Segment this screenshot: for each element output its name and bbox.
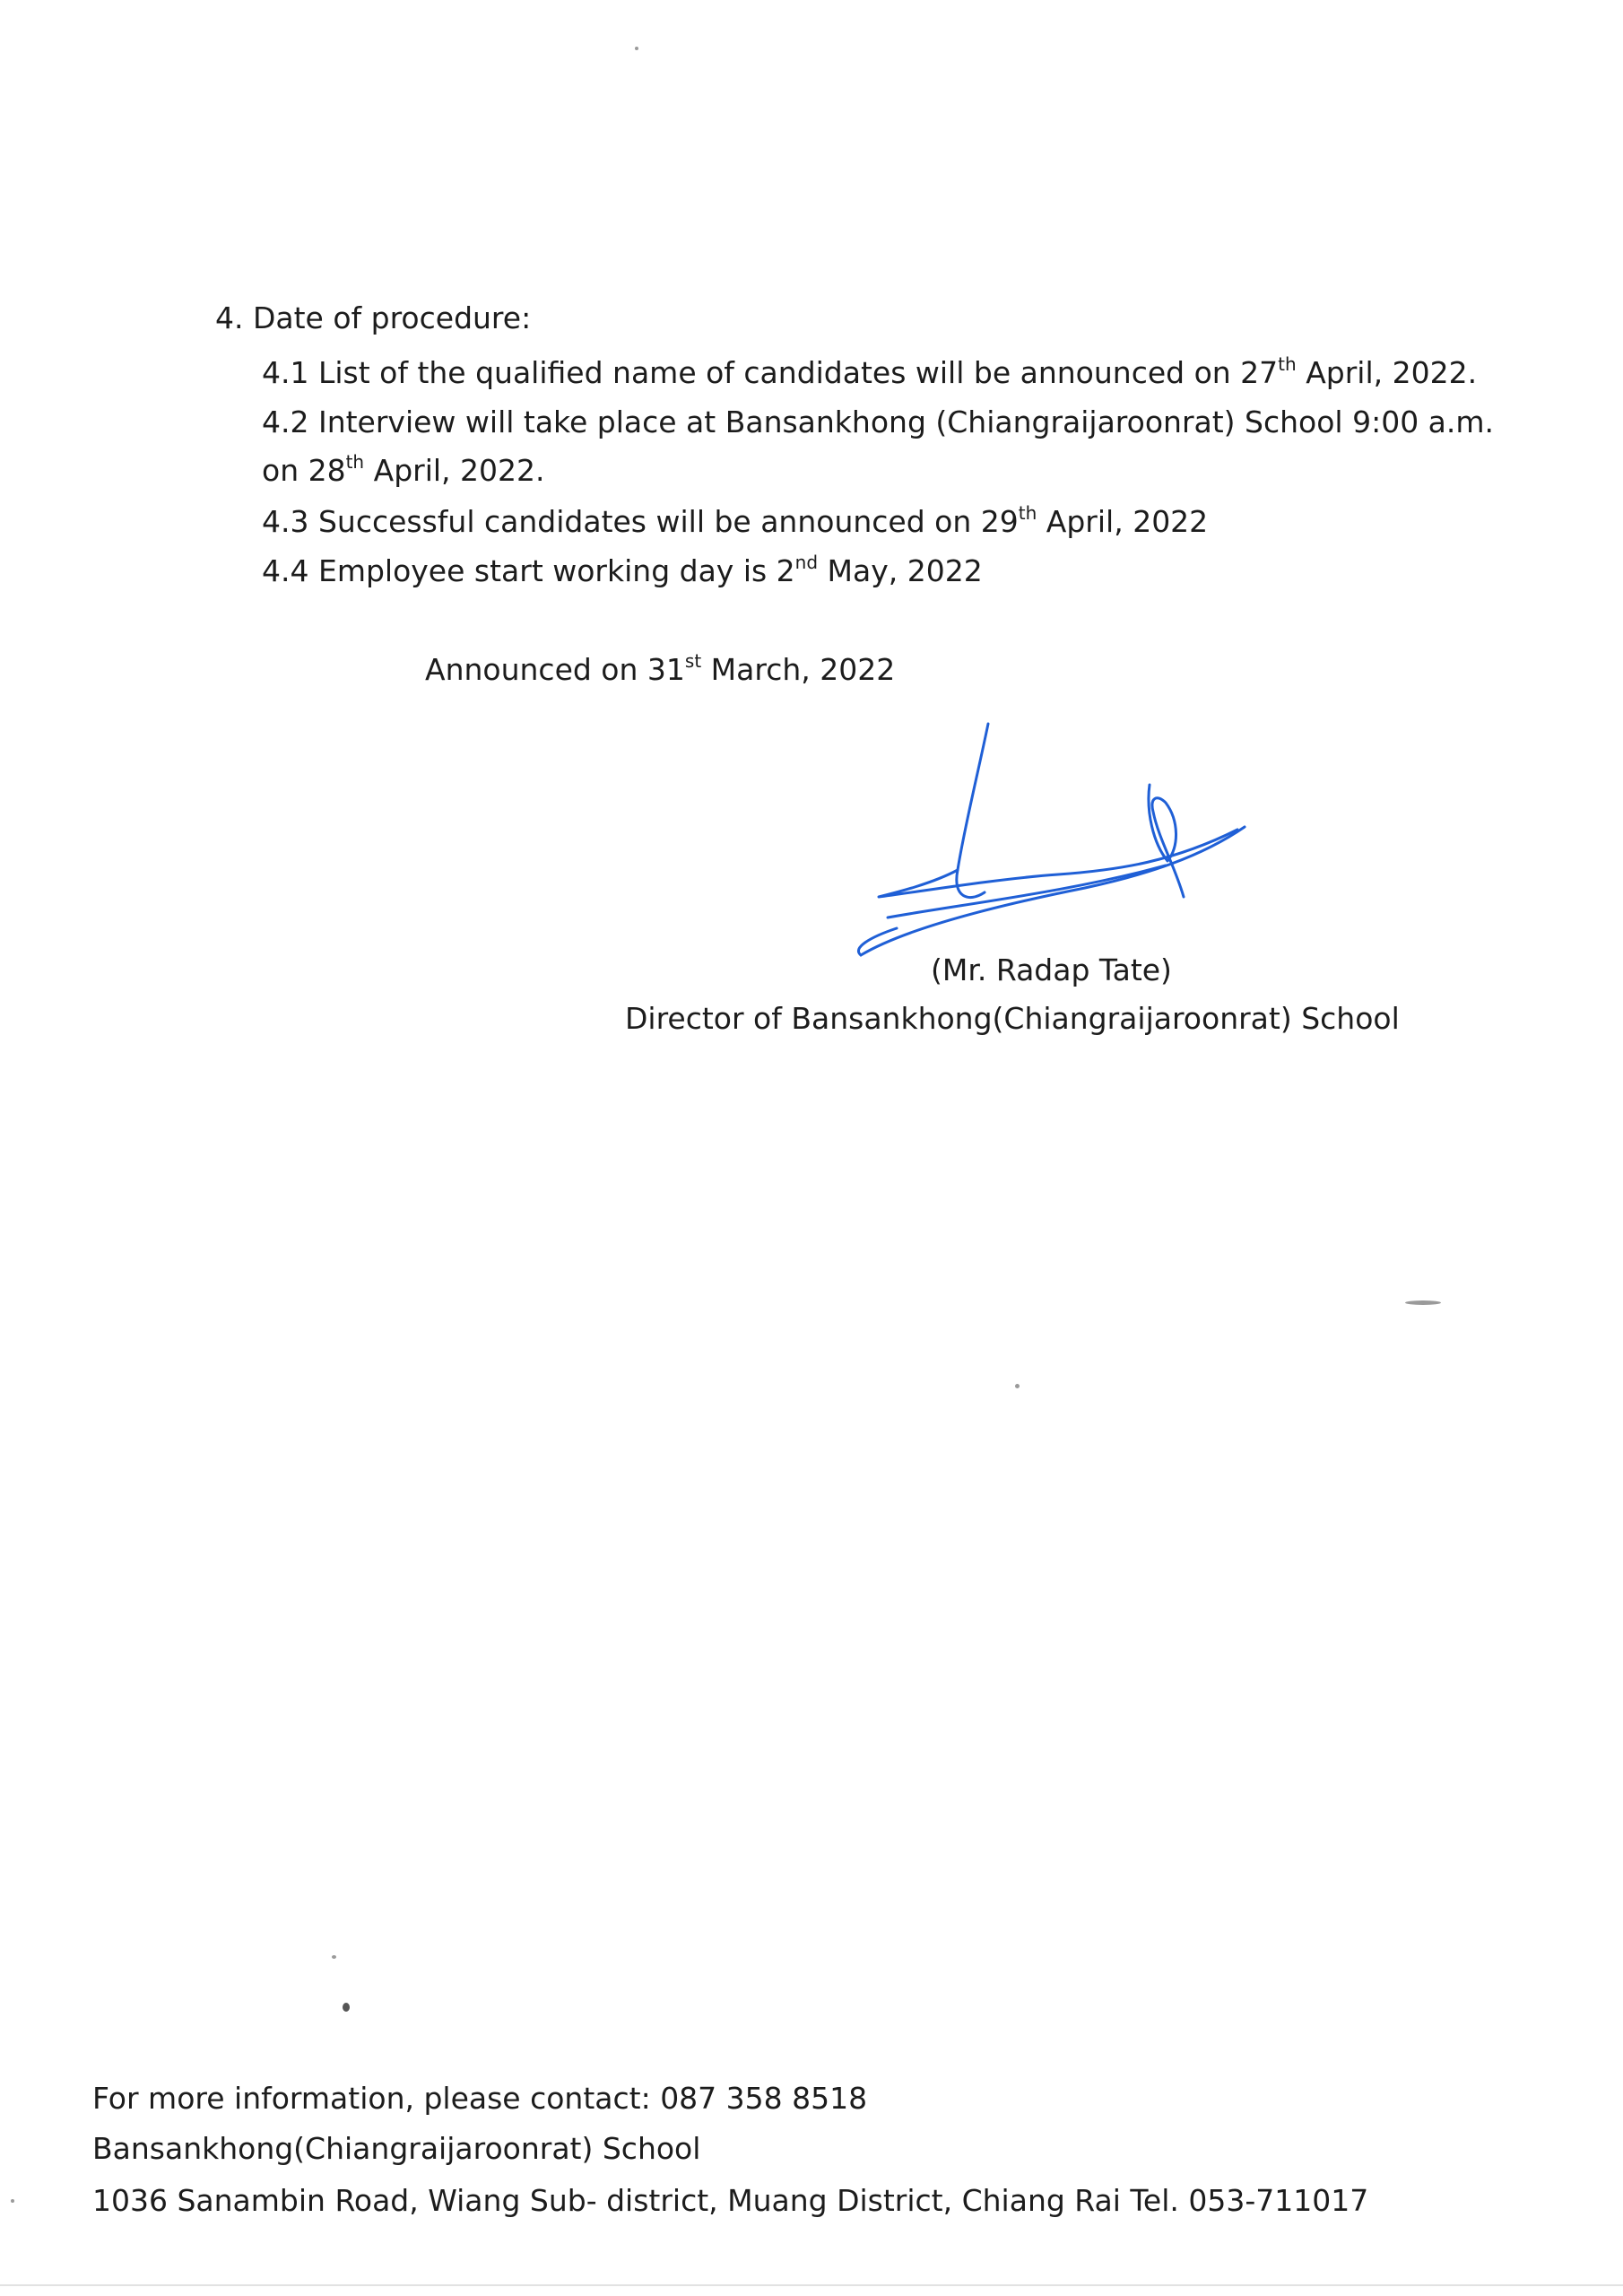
scan-speck [635, 47, 638, 50]
footer-contact: For more information, please contact: 087 358 8518 [92, 2081, 868, 2116]
scan-speck [343, 2003, 350, 2012]
scan-speck [11, 2199, 14, 2203]
item-4-1: 4.1 List of the qualified name of candidates will be announced on 27th April, 2022. [262, 353, 1478, 390]
footer-address: 1036 Sanambin Road, Wiang Sub- district, Muang District, Chiang Rai Tel. 053-711017 [92, 2183, 1369, 2218]
scan-speck [332, 1955, 336, 1959]
item-4-4: 4.4 Employee start working day is 2nd May, 2022 [262, 552, 983, 588]
section-heading: 4. Date of procedure: [215, 300, 532, 335]
signatory-title: Director of Bansankhong(Chiangraijaroonrat) School [625, 1001, 1400, 1036]
scan-speck [1015, 1384, 1020, 1388]
item-4-3: 4.3 Successful candidates will be announced on 29th April, 2022 [262, 502, 1209, 539]
scan-edge [0, 2284, 1623, 2286]
scan-speck [1405, 1300, 1441, 1305]
handwritten-signature [834, 713, 1264, 964]
item-4-2: 4.2 Interview will take place at Bansankhong (Chiangraijaroonrat) School 9:00 a.m. [262, 404, 1495, 439]
item-4-2-continuation: on 28th April, 2022. [262, 451, 545, 488]
footer-school: Bansankhong(Chiangraijaroonrat) School [92, 2131, 701, 2166]
signatory-name: (Mr. Radap Tate) [931, 952, 1172, 987]
announcement-date: Announced on 31st March, 2022 [425, 650, 896, 687]
